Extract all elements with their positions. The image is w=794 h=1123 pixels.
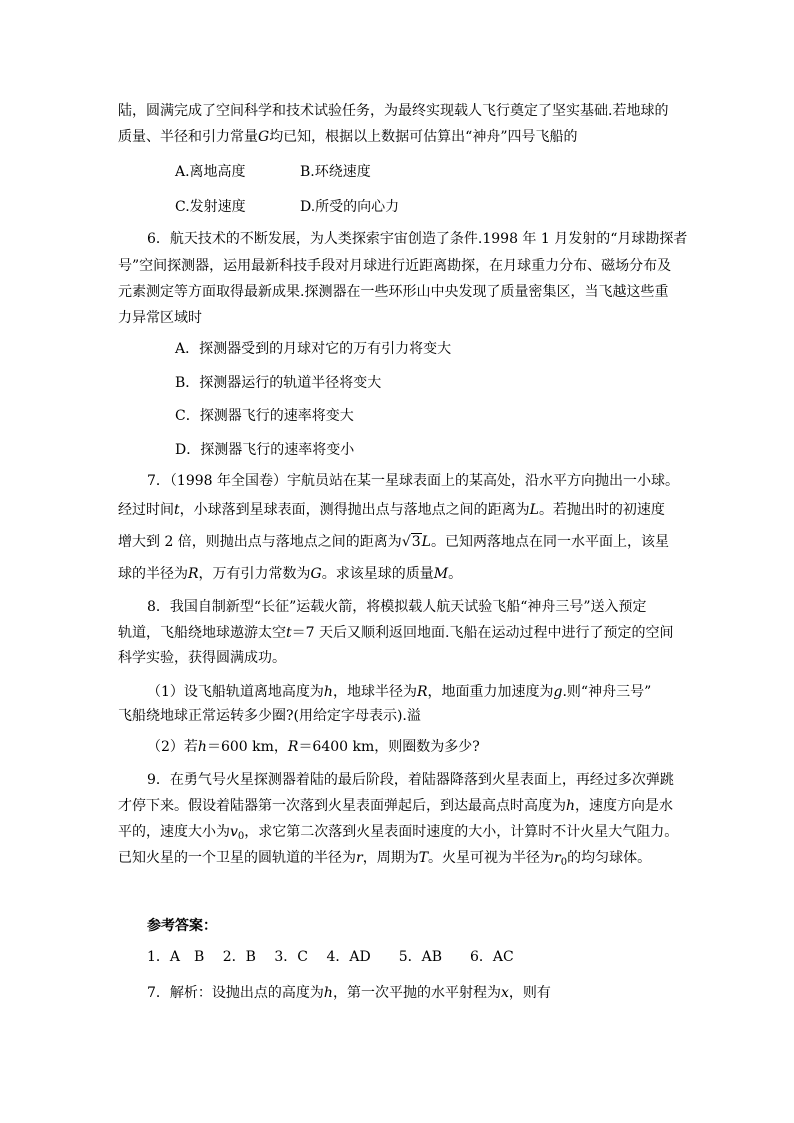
- q6-option-b: B．探测器运行的轨道半径将变大: [175, 375, 382, 391]
- q9-line-1: 9．在勇气号火星探测器着陆的最后阶段，着陆器降落到火星表面上，再经过多次弹跳: [147, 772, 674, 788]
- q6-option-d: D．探测器飞行的速率将变小: [175, 442, 355, 458]
- q5-option-d: D.所受的向心力: [300, 199, 400, 215]
- q9-line-2: 才停下来。假设着陆器第一次落到火星表面弹起后，到达最高点时高度为h，速度方向是水: [118, 798, 674, 814]
- q6-option-c: C．探测器飞行的速率将变大: [175, 408, 354, 424]
- q9-line-4: 已知火星的一个卫星的圆轨道的半径为r，周期为T。火星可视为半径为$r_0$的均匀球体。: [118, 850, 652, 868]
- q5-option-b: B.环绕速度: [300, 164, 371, 180]
- q8-sub1-line-2: 飞船绕地球正常运转多少圈?(用给定字母表示).溢: [118, 708, 421, 724]
- q6-line-1: 6．航天技术的不断发展，为人类探索宇宙创造了条件.1998 年 1 月发射的“月球勘探者: [147, 231, 688, 247]
- q7-line-1: 7．（1998 年全国卷）宇航员站在某一星球表面上的某高处，沿水平方向抛出一小球。: [147, 473, 679, 489]
- q5-option-c: C.发射速度: [175, 199, 246, 215]
- q9-line-3: 平的，速度大小为$v_0$，求它第二次落到火星表面时速度的大小，计算时不计火星大气阻力。: [118, 824, 679, 842]
- q6-line-3: 元素测定等方面取得最新成果.探测器在一些环形山中央发现了质量密集区，当飞越这些重: [118, 284, 669, 300]
- q6-line-2: 号”空间探测器，运用最新科技手段对月球进行近距离勘探，在月球重力分布、磁场分布及: [118, 258, 672, 274]
- q8-line-3: 科学实验，获得圆满成功。: [118, 650, 286, 666]
- q7-line-4: 球的半径为R，万有引力常数为G。求该星球的质量M。: [118, 566, 463, 582]
- answers-line-2: 7．解析：设抛出点的高度为h，第一次平抛的水平射程为x，则有: [147, 985, 551, 1001]
- q8-line-2: 轨道，飞船绕地球遨游太空t＝7 天后又顺利返回地面.飞船在运动过程中进行了预定的空间: [118, 625, 674, 641]
- q6-option-a: A．探测器受到的月球对它的万有引力将变大: [175, 341, 452, 357]
- q5-option-a: A.离地高度: [175, 164, 246, 180]
- q5-line-1: 陆，圆满完成了空间科学和技术试验任务，为最终实现载人飞行奠定了坚实基础.若地球的: [118, 103, 669, 119]
- q6-line-4: 力异常区域时: [118, 310, 202, 326]
- q8-line-1: 8．我国自制新型“长征”运载火箭，将模拟载人航天试验飞船“神舟三号”送入预定: [147, 599, 647, 615]
- sqrt-3: √3: [401, 534, 421, 550]
- q8-sub2: （2）若h＝600 km，R＝6400 km，则圈数为多少?: [147, 739, 480, 755]
- q7-line-3: 增大到 2 倍，则抛出点与落地点之间的距离为√3L。已知两落地点在同一水平面上，该星: [118, 534, 669, 550]
- q8-sub1-line-1: （1）设飞船轨道离地高度为h，地球半径为R，地面重力加速度为g.则“神舟三号”: [147, 684, 652, 700]
- q7-line-2: 经过时间t，小球落到星球表面，测得抛出点与落地点之间的距离为L。若抛出时的初速度: [118, 502, 665, 518]
- q5-line-2: 质量、半径和引力常量G均已知，根据以上数据可估算出“神舟”四号飞船的: [118, 129, 578, 145]
- answers-heading: 参考答案：: [147, 918, 217, 934]
- answers-line-1: 1．A B 2．B 3．C 4．AD 5．AB 6．AC: [147, 949, 514, 965]
